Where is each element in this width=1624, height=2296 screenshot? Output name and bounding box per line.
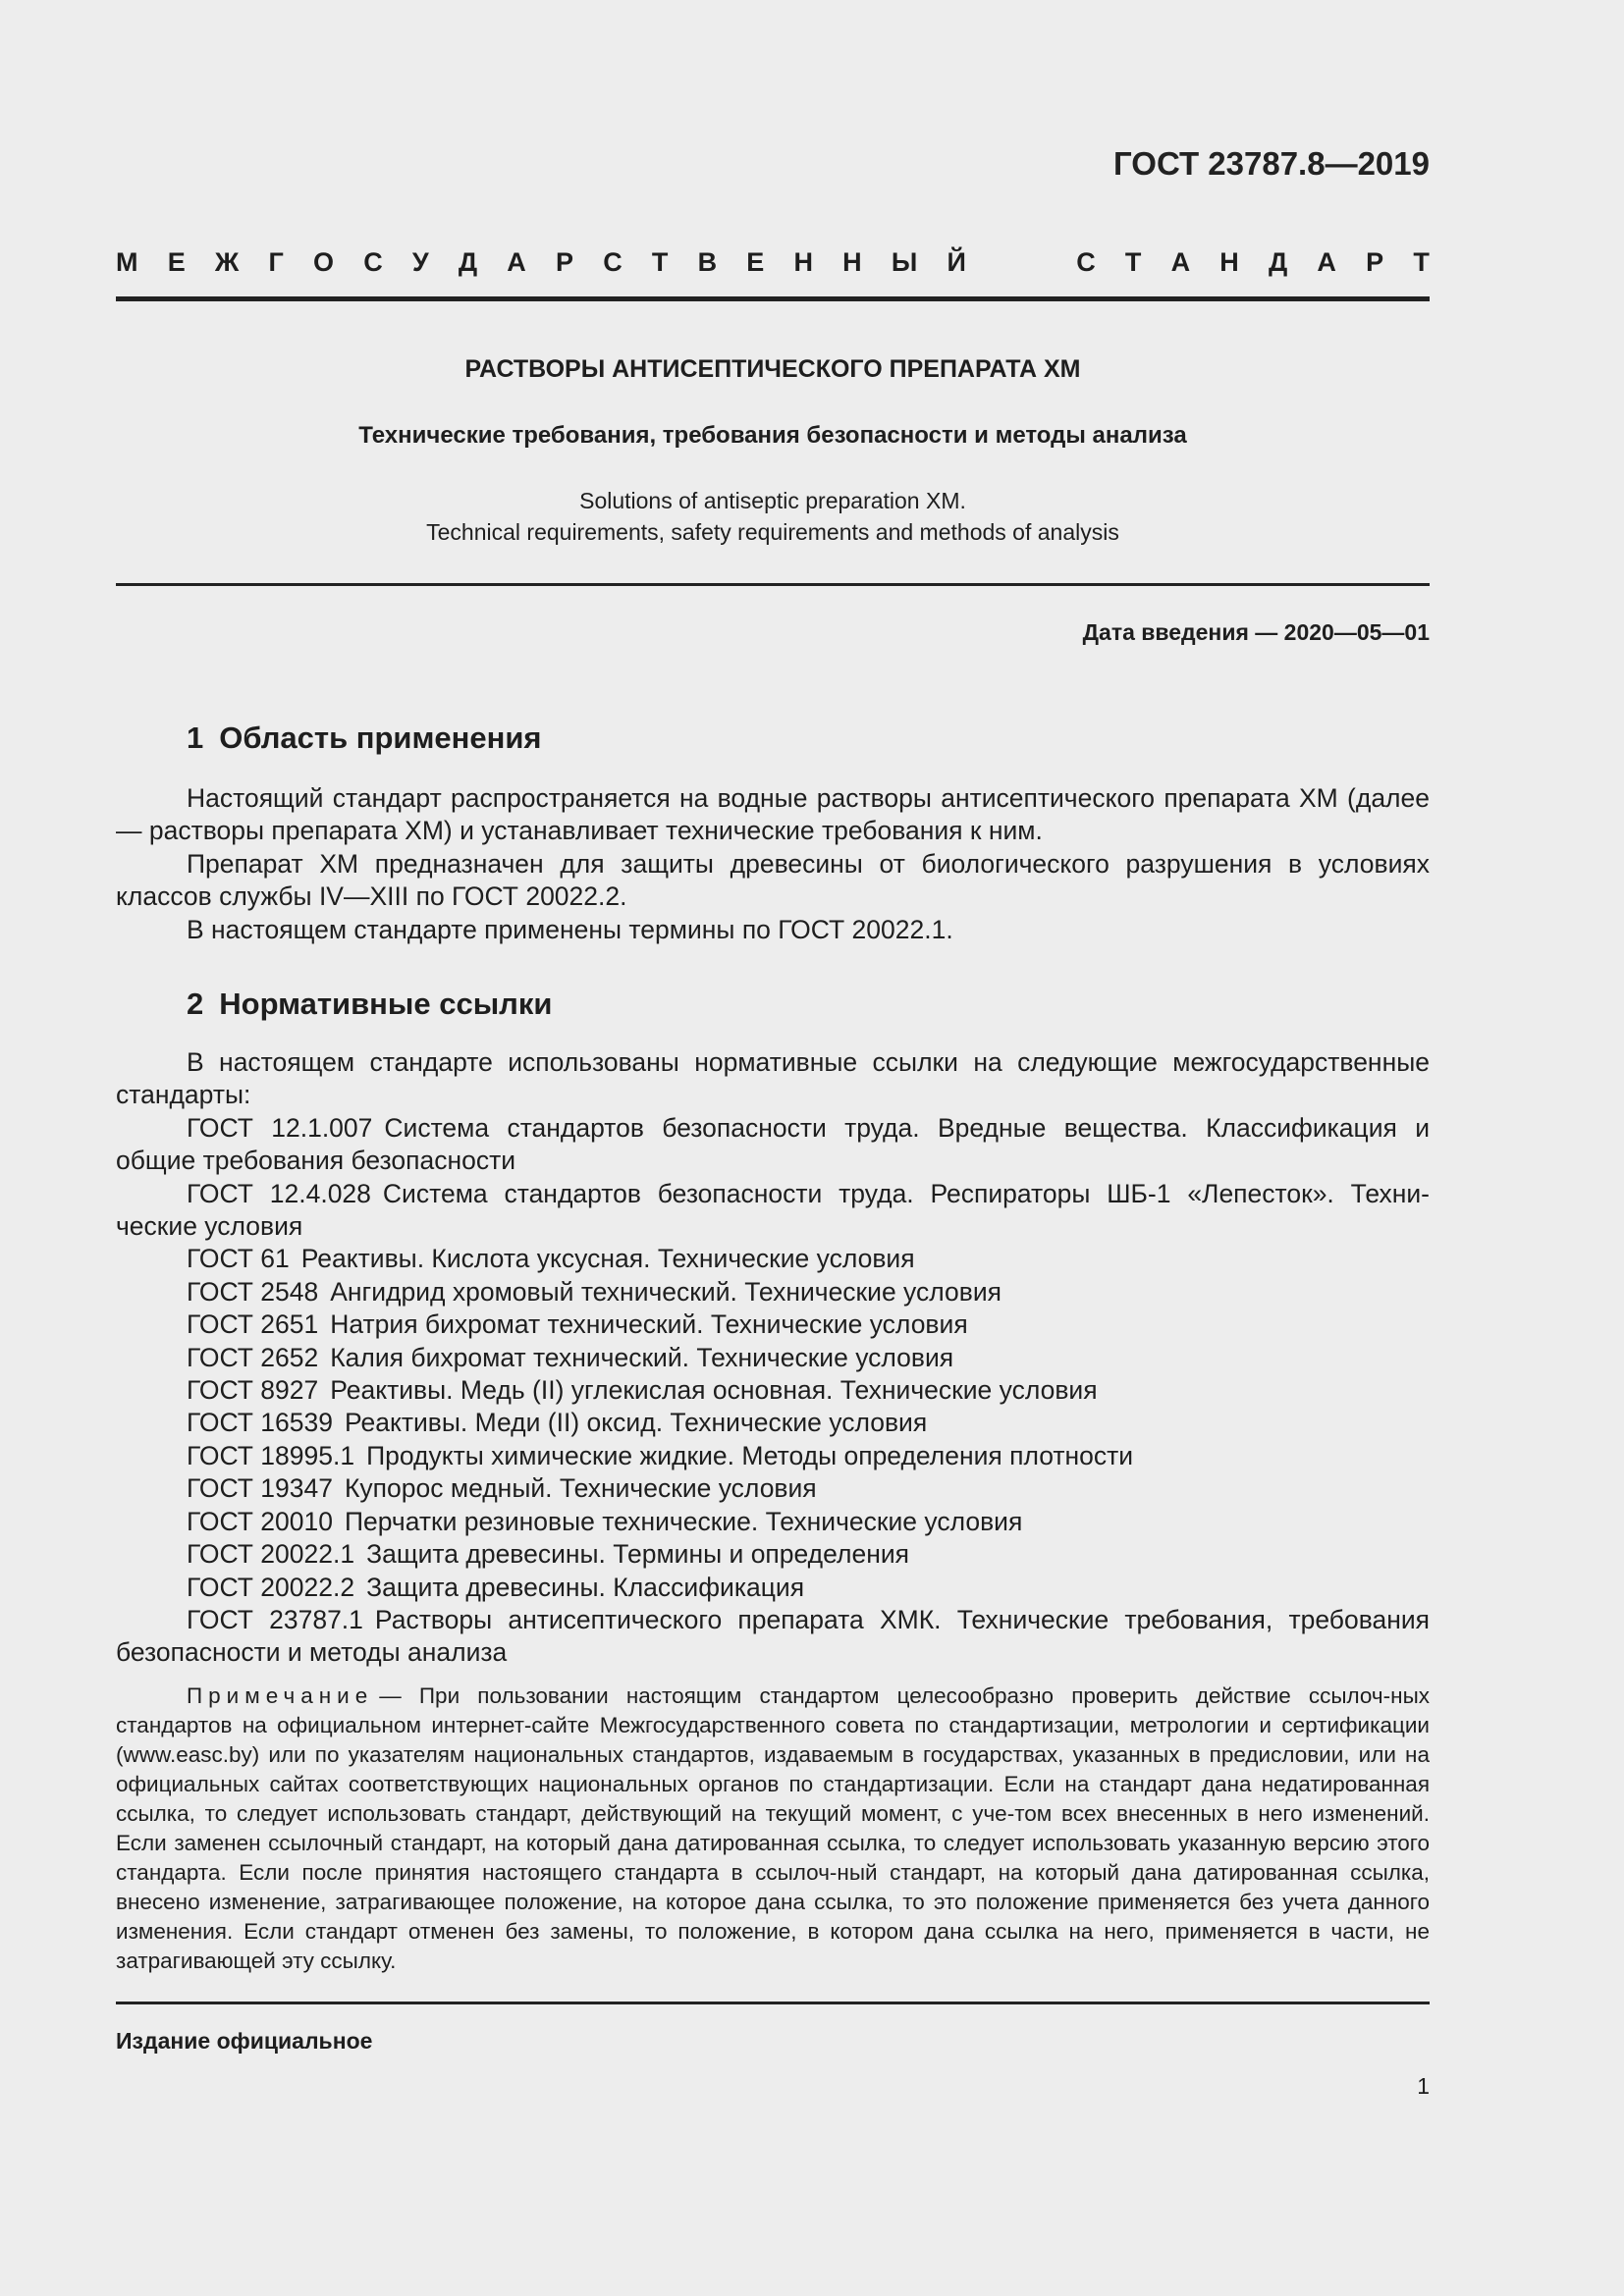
reference-code: ГОСТ 12.4.028 bbox=[187, 1178, 371, 1208]
banner-letter: Р bbox=[1366, 247, 1384, 277]
page-number: 1 bbox=[1417, 2073, 1430, 2099]
section-1-number: 1 bbox=[187, 721, 204, 755]
banner-letter: Д bbox=[458, 247, 478, 277]
reference-title: Система стандартов безопасности труда. Вредные вещества. Классификация и общие требования безопасности bbox=[116, 1112, 1430, 1176]
section-1-title: Область применения bbox=[219, 721, 542, 755]
banner-letter: Ы bbox=[891, 247, 918, 277]
banner-letter: В bbox=[697, 247, 718, 277]
note-label: Примечание bbox=[187, 1683, 374, 1708]
banner-letter: Ж bbox=[214, 247, 240, 277]
reference-code: ГОСТ 18995.1 bbox=[187, 1440, 355, 1470]
reference-code: ГОСТ 16539 bbox=[187, 1408, 333, 1438]
reference-code: ГОСТ 8927 bbox=[187, 1375, 319, 1406]
reference-title: Защита древесины. Термины и определения bbox=[366, 1539, 909, 1570]
reference-code: ГОСТ 20022.1 bbox=[187, 1539, 355, 1570]
reference-code: ГОСТ 2548 bbox=[187, 1276, 319, 1307]
reference-item bbox=[116, 1506, 1430, 1538]
note-text: — При пользовании настоящим стандартом целесообразно проверить действие ссылоч-ных стандартов на официальном интернет-сайте Межгосударственного совета по стандартизации, метрологии и сертификации (www.easc.by) или по указателям национальных стандартов, издаваемым в государствах, указанных в предисловии, или на официальных сайтах соответствующих национальных органов по стандартизации. Если на стандарт дана недатированная ссылка, то следует использовать стандарт, действующий на текущий момент, с уче-том всех внесенных в него изменений. Если заменен ссылочный стандарт, на который дана датированная ссылка, то следует использовать указанную версию этого стандарта. Если после принятия настоящего стандарта в ссылоч-ный стандарт, на который дана датированная ссылка, внесено изменение, затрагивающее положение, на которое дана ссылка, то это положение применяется без учета данного изменения. Если стандарт отменен без замены, то положение, в котором дана ссылка на него, применяется в части, не затрагивающей эту ссылку. bbox=[116, 1683, 1430, 1973]
title-rule bbox=[116, 583, 1430, 586]
banner-letter: С bbox=[363, 247, 383, 277]
reference-item bbox=[116, 1472, 1430, 1505]
reference-title: Растворы антисептического препарата ХМК. Технические требования, требования безопасности и методы анализа bbox=[116, 1604, 1431, 1668]
reference-code: ГОСТ 20010 bbox=[187, 1506, 333, 1536]
section-2-title: Нормативные ссылки bbox=[219, 987, 553, 1021]
header-rule bbox=[116, 296, 1430, 301]
reference-item bbox=[116, 1407, 1430, 1439]
banner-letter: Н bbox=[793, 247, 813, 277]
reference-title: Перчатки резиновые технические. Технические условия bbox=[344, 1506, 1023, 1536]
reference-title: Продукты химические жидкие. Методы определения плотности bbox=[366, 1440, 1134, 1470]
reference-title: Реактивы. Медь (II) углекислая основная. Технические условия bbox=[330, 1375, 1098, 1406]
introduction-date: Дата введения — 2020—05—01 bbox=[1082, 619, 1430, 645]
reference-title: Купорос медный. Технические условия bbox=[344, 1473, 817, 1504]
banner-gap bbox=[996, 247, 1047, 278]
reference-title: Ангидрид хромовый технический. Технические условия bbox=[330, 1276, 1001, 1307]
reference-list bbox=[116, 1112, 1430, 1670]
reference-title: Система стандартов безопасности труда. Респираторы ШБ-1 «Лепесток». Техни-ческие условия bbox=[116, 1178, 1430, 1242]
reference-title: Натрия бихромат технический. Технические условия bbox=[330, 1309, 968, 1340]
banner-letter: Т bbox=[1124, 247, 1142, 277]
banner-letter: М bbox=[116, 247, 138, 277]
banner-letter: А bbox=[507, 247, 526, 277]
banner-letter: Т bbox=[1413, 247, 1430, 277]
section-2-number: 2 bbox=[187, 987, 204, 1021]
reference-item bbox=[116, 1112, 1430, 1178]
edition-label: Издание официальное bbox=[116, 2028, 373, 2054]
document-page bbox=[116, 0, 1430, 2296]
reference-code: ГОСТ 2652 bbox=[187, 1342, 319, 1372]
banner-letter: С bbox=[603, 247, 623, 277]
section-1-paragraph: Препарат ХМ предназначен для защиты древесины от биологического разрушения в условиях классов службы IV—XIII по ГОСТ 20022.2. bbox=[116, 848, 1430, 912]
reference-item bbox=[116, 1342, 1430, 1374]
reference-code: ГОСТ 12.1.007 bbox=[187, 1112, 373, 1143]
section-1-heading bbox=[187, 721, 542, 756]
reference-item bbox=[116, 1308, 1430, 1341]
doc-number: ГОСТ 23787.8—2019 bbox=[1113, 145, 1430, 182]
title-ru: РАСТВОРЫ АНТИСЕПТИЧЕСКОГО ПРЕПАРАТА ХМ bbox=[464, 355, 1081, 383]
reference-code: ГОСТ 20022.2 bbox=[187, 1572, 355, 1602]
banner-letter: Е bbox=[746, 247, 765, 277]
banner-letter: Н bbox=[842, 247, 862, 277]
reference-item bbox=[116, 1572, 1430, 1604]
reference-item bbox=[116, 1374, 1430, 1407]
reference-title: Реактивы. Меди (II) оксид. Технические условия bbox=[344, 1408, 928, 1438]
title-en-line1: Solutions of antiseptic preparation XM. bbox=[579, 488, 966, 513]
banner-letter: Е bbox=[167, 247, 186, 277]
reference-code: ГОСТ 61 bbox=[187, 1244, 290, 1274]
section-2-body bbox=[116, 1046, 1430, 1670]
banner-letter: У bbox=[411, 247, 429, 277]
reference-title: Защита древесины. Классификация bbox=[366, 1572, 805, 1602]
banner-letter: Н bbox=[1219, 247, 1239, 277]
banner-letter: Р bbox=[555, 247, 573, 277]
note bbox=[116, 1682, 1430, 1976]
banner-letter: Д bbox=[1268, 247, 1288, 277]
section-2-intro: В настоящем стандарте использованы нормативные ссылки на следующие межгосударственные стандарты: bbox=[116, 1047, 1430, 1110]
reference-item bbox=[116, 1243, 1430, 1275]
section-2-heading bbox=[187, 987, 552, 1022]
reference-item bbox=[116, 1276, 1430, 1308]
reference-code: ГОСТ 2651 bbox=[187, 1309, 319, 1340]
banner-letter: А bbox=[1317, 247, 1336, 277]
banner-letter: А bbox=[1170, 247, 1191, 277]
banner-letter: Й bbox=[947, 247, 966, 277]
reference-item bbox=[116, 1178, 1430, 1244]
reference-item bbox=[116, 1538, 1430, 1571]
subtitle-ru: Технические требования, требования безопасности и методы анализа bbox=[358, 422, 1187, 449]
reference-item bbox=[116, 1440, 1430, 1472]
footer-rule bbox=[116, 2002, 1430, 2004]
title-en bbox=[116, 485, 1430, 548]
reference-title: Калия бихромат технический. Технические условия bbox=[330, 1342, 954, 1372]
section-1-body bbox=[116, 782, 1430, 946]
reference-item bbox=[116, 1604, 1430, 1670]
reference-code: ГОСТ 23787.1 bbox=[187, 1604, 363, 1634]
section-1-paragraph: Настоящий стандарт распространяется на водные растворы антисептического препарата ХМ (далее — растворы препарата ХМ) и устанавливает технические требования к ним. bbox=[116, 783, 1430, 846]
banner-letter: Г bbox=[268, 247, 284, 277]
section-1-paragraph: В настоящем стандарте применены термины по ГОСТ 20022.1. bbox=[187, 914, 953, 944]
reference-title: Реактивы. Кислота уксусная. Технические условия bbox=[300, 1244, 915, 1274]
reference-code: ГОСТ 19347 bbox=[187, 1473, 333, 1504]
banner-letter: Т bbox=[651, 247, 669, 277]
banner-letter: О bbox=[312, 247, 334, 277]
banner-letter: С bbox=[1076, 247, 1096, 277]
title-en-line2: Technical requirements, safety requirements and methods of analysis bbox=[426, 519, 1119, 545]
standard-banner bbox=[116, 247, 1430, 278]
